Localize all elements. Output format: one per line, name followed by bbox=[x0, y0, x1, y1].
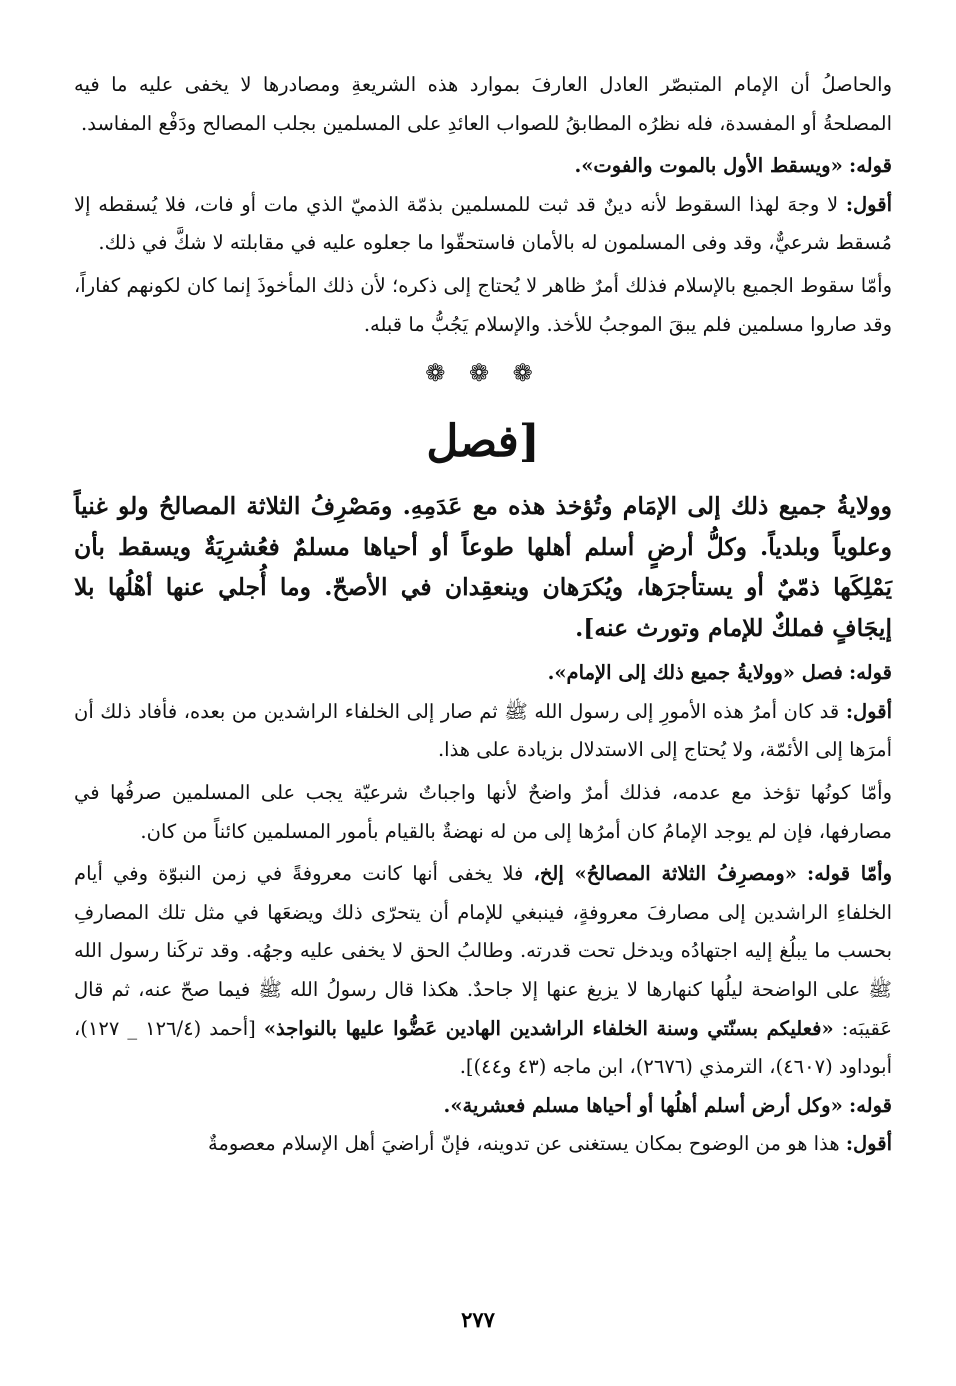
aqul-paragraph-1 bbox=[74, 186, 892, 263]
aqul-label: أقول: bbox=[845, 699, 892, 723]
collection-text: وأمّا كونُها تؤخذ مع عدمه، فذلك أمرٌ واضحٌ لأنها واجباتٌ شرعيّة يجب على المسلمين صرفُها في مصارفها، فإن لم يوجد الإمامُ كان أمرُها إلى من له نهضةٌ بالقيام بأمور المسلمين كائناً من كان. bbox=[74, 780, 892, 843]
matn-text: وولايةُ جميع ذلك إلى الإمَام وتُؤخذ هذه مع عَدَمِهِ. ومَصْرِفُ الثلاثة المصالحُ ولو غنياً وعلوياً وبلدياً. وكلُّ أرضٍ أسلم أهلها طوعاً أو أحياها مسلمٌ فعُشرِيَةٌ ويسقط بأن يَمْلِكَها ذمّيٌ أو يستأجرَها، ويُكرَهان وينعقِدان في الأصحّ. وما أُجلي عنها أهْلُها بلا إيجَافٍ فملكٌ للإمام وتورث عنه]. bbox=[74, 492, 892, 642]
masrif-text: فلا يخفى أنها كانت معروفةً في زمن النبوّة وفي أيام الخلفاءِ الراشدين إلى مصارفَ معروفةٍ، فينبغي للإمام أن يتحرّى ذلك ويضعَها في مثل تلك المصارفِ بحسب ما يبلُغ إليه اجتهادُه ويدخل تحت قدرته. وطالبُ الحق لا يخفى عليه وجهُه. وقد تركَنا رسول الله ﷺ على الواضحة ليلُها كنهارها لا يزيغ عنها إلا جاحدٌ. هكذا قال رسولُ الله ﷺ فيما صحّ عنه، ثم قال عَقيبَه: bbox=[74, 862, 892, 1040]
hadith-quote: «فعليكم بسنّتي وسنة الخلفاء الراشدين الهادين عَضُّوا عليها بالنواجذ» bbox=[263, 1016, 834, 1040]
qawl-paragraph-2 bbox=[74, 654, 892, 693]
aqul-text: هذا هو من الوضوح بمكان يستغنى عن تدوينه، فإنّ أراضيَ أهل الإسلام معصومةٌ bbox=[207, 1132, 840, 1156]
aqul-text: لا وجهَ لهذا السقوط لأنه دينٌ قد ثبت للمسلمين بذمّة الذميّ الذي مات أو فات، فلا يُسقطه إلا مُسقط شرعيٌّ، وقد وفى المسلمون له بالأمان فاستحقّوا ما جعلوه عليه في مقابلته لا شكَّ في ذلك. bbox=[74, 192, 892, 255]
islam-text: وأمّا سقوط الجميع بالإسلام فذلك أمرٌ ظاهر لا يُحتاج إلى ذكره؛ لأن ذلك المأخوذَ إنما كان لكونهم كفاراً، وقد صاروا مسلمين فلم يبقَ الموجبُ للأخذ. والإسلام يَجُبُّ ما قبله. bbox=[74, 273, 892, 336]
section-heading: [فصل bbox=[426, 416, 540, 468]
qawl-paragraph-3 bbox=[74, 1087, 892, 1126]
intro-paragraph bbox=[74, 66, 892, 143]
section-separator: ❁ ❁ ❁ bbox=[425, 359, 541, 388]
page-number: ٢٧٧ bbox=[461, 1308, 495, 1332]
aqul-paragraph-3 bbox=[74, 1125, 892, 1164]
qawl-label: قوله: bbox=[849, 154, 892, 178]
qawl-quote: فصل «وولايةُ جميع ذلك إلى الإمام». bbox=[547, 661, 843, 685]
hadith-citation: [أحمد (١٢٦/٤ _ ١٢٧)، أبوداود (٤٦٠٧)، الترمذي (٢٦٧٦)، ابن ماجه (٤٣ و٤٤)]. bbox=[74, 1016, 892, 1079]
qawl-label: قوله: bbox=[849, 1093, 892, 1117]
collection-paragraph bbox=[74, 774, 892, 851]
aqul-label: أقول: bbox=[845, 192, 892, 216]
islam-paragraph bbox=[74, 267, 892, 344]
aqul-label: أقول: bbox=[845, 1132, 892, 1156]
qawl-quote: «وكل أرض أسلم أهلُها أو أحياها مسلم فعشرية». bbox=[443, 1093, 843, 1117]
qawl-quote: «ويسقط الأول بالموت والفوت». bbox=[574, 154, 843, 178]
matn-paragraph bbox=[74, 486, 892, 648]
amma-quote: «ومصرِفُ الثلاثة المصالحُ» إلخ، bbox=[533, 862, 797, 886]
aqul-paragraph-2 bbox=[74, 693, 892, 770]
qawl-paragraph-1 bbox=[74, 147, 892, 186]
aqul-text: قد كان أمرُ هذه الأمورِ إلى رسول الله ﷺ ثم صار إلى الخلفاء الراشدين من بعده، فأفاد ذلك أن أمرَها إلى الأئمّة، ولا يُحتاج إلى الاستدلال بزيادة على هذا. bbox=[74, 699, 892, 762]
amma-label: وأمّا قوله: bbox=[807, 862, 892, 886]
masrif-paragraph bbox=[74, 855, 892, 1087]
qawl-label: قوله: bbox=[849, 661, 892, 685]
intro-text: والحاصلُ أن الإمام المتبصّر العادل العارفَ بموارد هذه الشريعةِ ومصادرها لا يخفى عليه ما فيه المصلحةُ أو المفسدة، فله نظرُه المطابقُ للصواب العائدِ على المسلمين بجلب المصالح ودَفْع المفاسد. bbox=[74, 73, 892, 135]
